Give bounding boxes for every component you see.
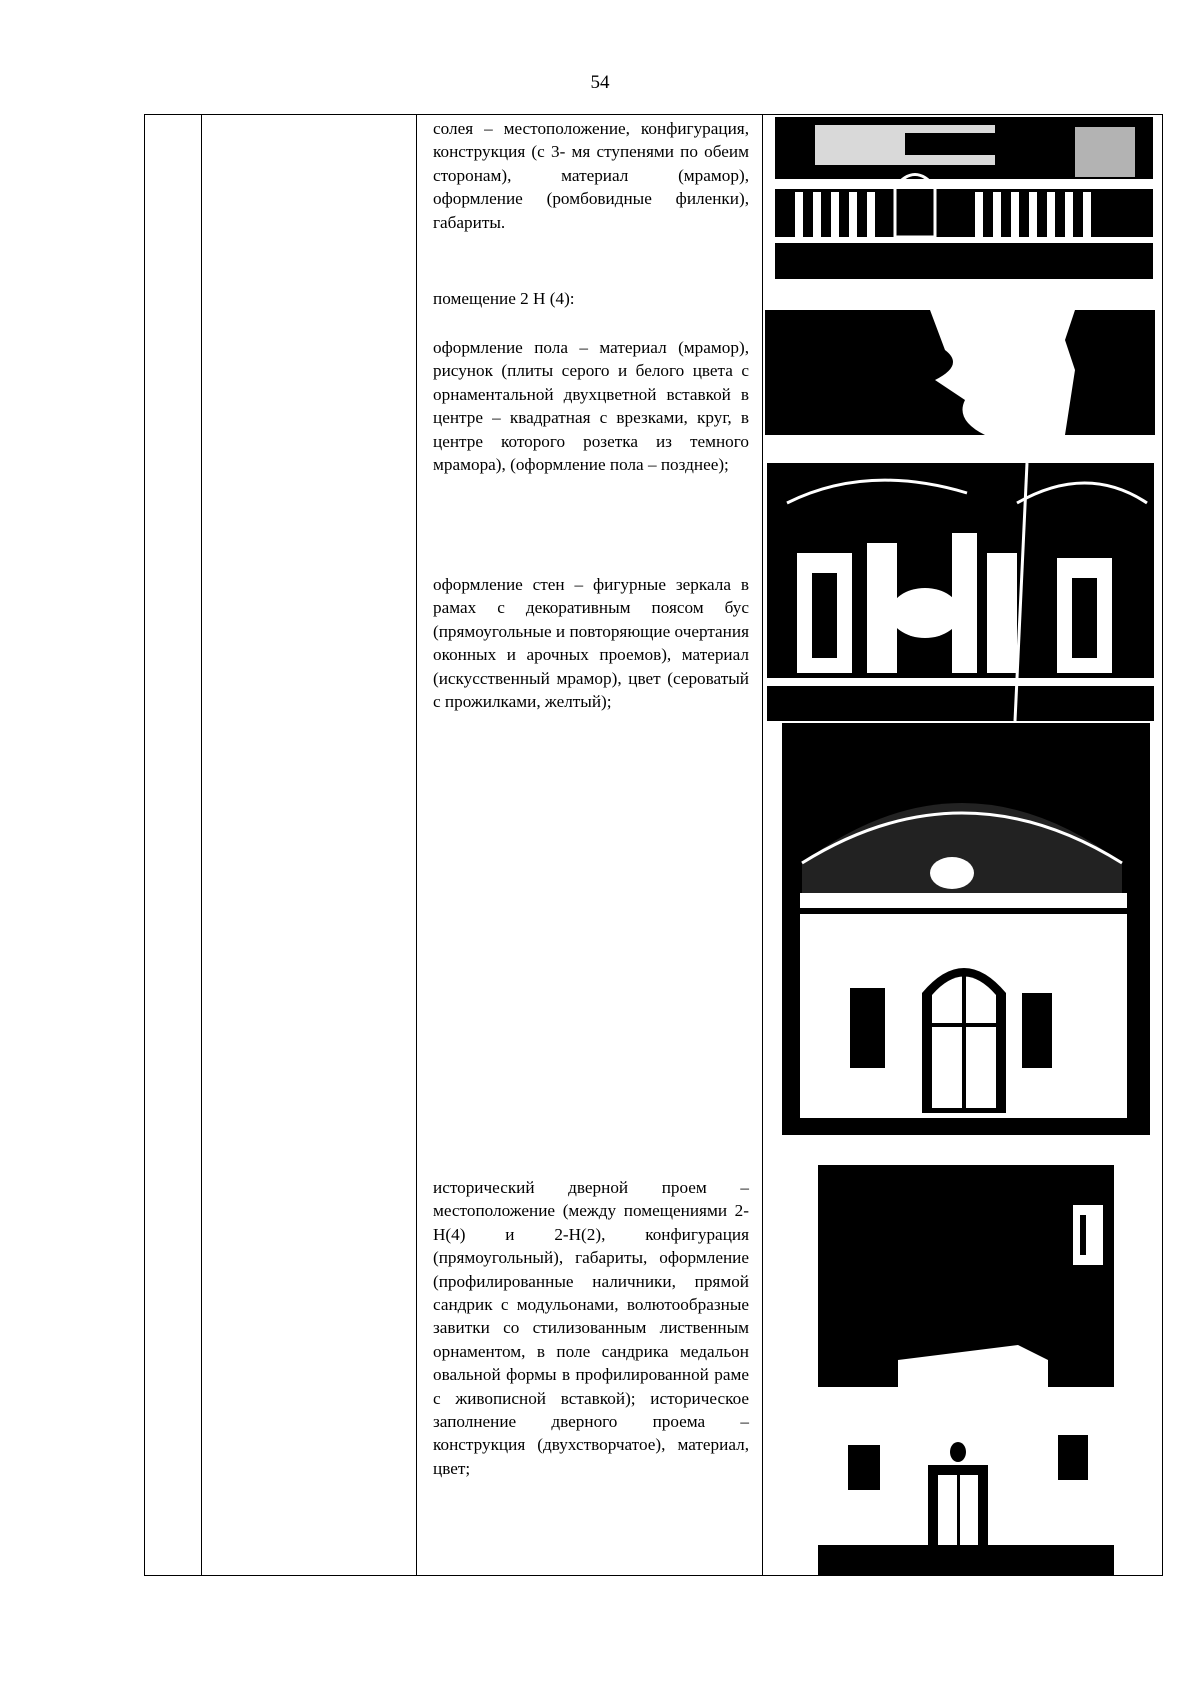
- column-divider-3: [762, 114, 763, 1576]
- solea-photo: [775, 117, 1153, 279]
- room-heading: помещение 2 Н (4):: [433, 289, 575, 308]
- walls-description: оформление стен – фигурные зеркала в рамах с декоративным поясом бус (прямоугольные и повторяющие очертания оконных и арочных проемов), материал (искусственный мрамор), цвет (сероватый с прожилками, желтый);: [433, 575, 749, 712]
- wall-arch-photo: [782, 723, 1150, 1135]
- column-divider-2: [416, 114, 417, 1576]
- floor-description: оформление пола – материал (мрамор), рисунок (плиты серого и белого цвета с орнаментальной двухцветной вставкой в центре – квадратная с врезками, круг, в центре которого розетка из темного мрамора), (оформление пола – позднее);: [433, 338, 749, 475]
- solea-description: солея – местоположение, конфигурация, конструкция (с 3- мя ступенями по обеим сторонам), материал (мрамор), оформление (ромбовидные филенки), габариты.: [433, 119, 749, 232]
- wall-mirrors-photo: [767, 463, 1154, 721]
- page-number: 54: [590, 72, 610, 93]
- doorway-photo: [818, 1165, 1114, 1575]
- column-divider-1: [201, 114, 202, 1576]
- floor-photo: [765, 310, 1155, 435]
- doorway-description: исторический дверной проем – местоположение (между помещениями 2-Н(4) и 2-Н(2), конфигурация (прямоугольный), габариты, оформление (профилированные наличники, прямой сандрик с модульонами, волютообразные завитки со стилизованным лиственным орнаментом, в поле сандрика медальон овальной формы в профилированной раме с живописной вставкой); историческое заполнение дверного проема – конструкция (двухстворчатое), материал, цвет;: [433, 1178, 749, 1478]
